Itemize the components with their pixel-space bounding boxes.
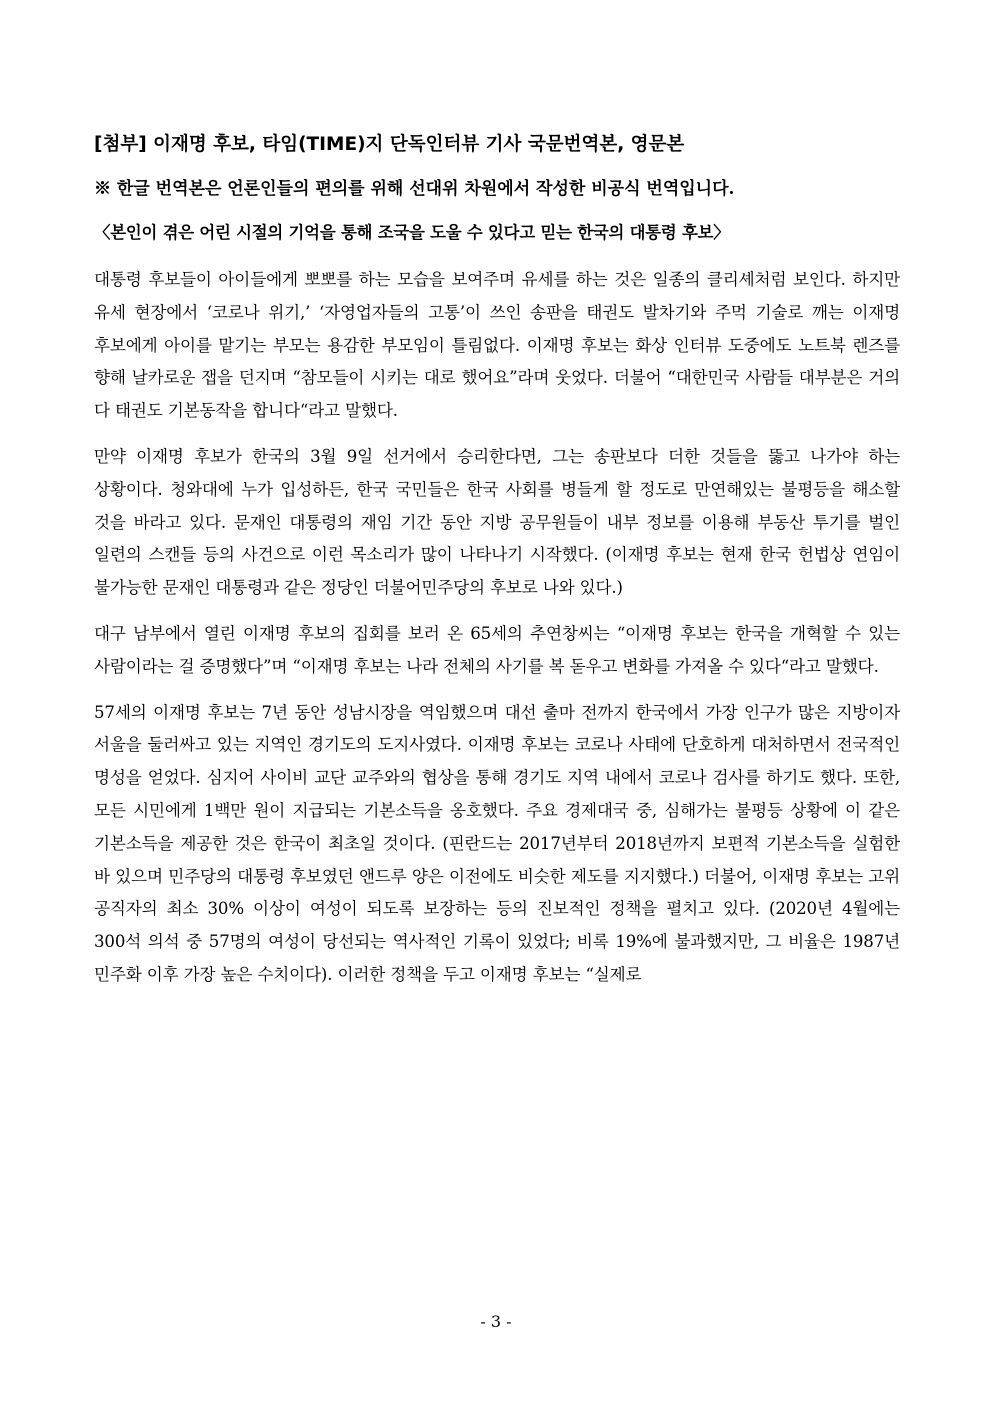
- paragraph-2: 만약 이재명 후보가 한국의 3월 9일 선거에서 승리한다면, 그는 송판보다 더한 것들을 뚫고 나가야 하는 상황이다. 청와대에 누가 입성하든, 한국 국민들은 한국 사회를 병들게 할 정도로 만연해있는 불평등을 해소할 것을 바라고 있다. 문재인 대통령의 재임 기간 동안 지방 공무원들이 내부 정보를 이용해 부동산 투기를 벌인 일련의 스캔들 등의 사건으로 이런 목소리가 많이 나타나기 시작했다. (이재명 후보는 현재 한국 헌법상 연임이 불가능한 문재인 대통령과 같은 정당인 더불어민주당의 후보로 나와 있다.): [94, 446, 900, 598]
- paragraph-3: 대구 남부에서 열린 이재명 후보의 집회를 보러 온 65세의 추연창씨는 “이재명 후보는 한국을 개혁할 수 있는 사람이라는 걸 증명했다”며 “이재명 후보는 나라 전체의 사기를 복 돋우고 변화를 가져올 수 있다“라고 말했다.: [94, 623, 900, 676]
- document-body: [94, 132, 900, 1005]
- page-number: - 3 -: [480, 1312, 512, 1331]
- article-subtitle: 〈본인이 겪은 어린 시절의 기억을 통해 조국을 도울 수 있다고 믿는 한국의 대통령 후보〉: [94, 223, 730, 242]
- paragraph-4: 57세의 이재명 후보는 7년 동안 성남시장을 역임했으며 대선 출마 전까지 한국에서 가장 인구가 많은 지방이자 서울을 둘러싸고 있는 지역인 경기도의 도지사였다. 이재명 후보는 코로나 사태에 단호하게 대처하면서 전국적인 명성을 얻었다. 심지어 사이비 교단 교주와의 협상을 통해 경기도 지역 내에서 코로나 검사를 하기도 했다. 또한, 모든 시민에게 1백만 원이 지급되는 기본소득을 옹호했다. 주요 경제대국 중, 심해가는 불평등 상황에 이 같은 기본소득을 제공한 것은 한국이 최초일 것이다. (핀란드는 2017년부터 2018년까지 보편적 기본소득을 실험한 바 있으며 민주당의 대통령 후보였던 앤드루 양은 이전에도 비슷한 제도를 지지했다.) 더불어, 이재명 후보는 고위 공직자의 최소 30% 이상이 여성이 되도록 보장하는 등의 진보적인 정책을 펼치고 있다. (2020년 4월에는 300석 의석 중 57명의 여성이 당선되는 역사적인 기록이 있었다; 비록 19%에 불과했지만, 그 비율은 1987년 민주화 이후 가장 높은 수치이다). 이러한 정책을 두고 이재명 후보는 “실제로: [94, 702, 900, 984]
- translation-notice: ※ 한글 번역본은 언론인들의 편의를 위해 선대위 차원에서 작성한 비공식 번역입니다.: [94, 179, 735, 199]
- attachment-heading: [첨부] 이재명 후보, 타임(TIME)지 단독인터뷰 기사 국문번역본, 영문본: [94, 134, 685, 155]
- paragraph-1: 대통령 후보들이 아이들에게 뽀뽀를 하는 모습을 보여주며 유세를 하는 것은 일종의 클리셰처럼 보인다. 하지만 유세 현장에서 ‘코로나 위기,’ ‘자영업자들의 고통’이 쓰인 송판을 태권도 발차기와 주먹 기술로 깨는 이재명 후보에게 아이를 맡기는 부모는 용감한 부모임이 틀림없다. 이재명 후보는 화상 인터뷰 도중에도 노트북 렌즈를 향해 날카로운 잽을 던지며 “참모들이 시키는 대로 했어요”라며 웃었다. 더불어 “대한민국 사람들 대부분은 거의 다 태권도 기본동작을 합니다“라고 말했다.: [94, 270, 900, 421]
